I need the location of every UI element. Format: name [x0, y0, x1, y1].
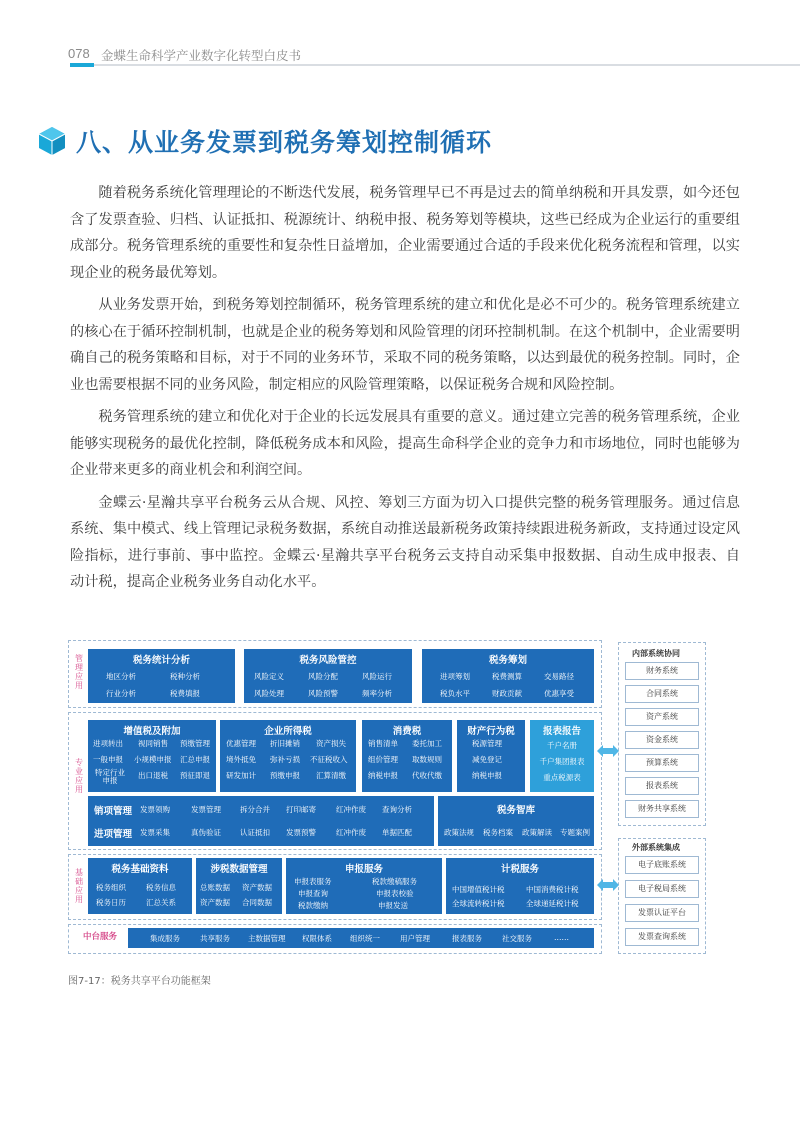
- block-item: 千户名册: [547, 741, 577, 750]
- block-item: 中国增值税计税: [452, 885, 505, 894]
- block-item: 真伪验证: [191, 828, 221, 837]
- block-item: 税种分析: [170, 672, 200, 681]
- block-item: 代收代缴: [412, 771, 442, 780]
- block-title: 计税服务: [500, 864, 539, 875]
- block-title: 消费税: [392, 726, 422, 737]
- block-item: 视同销售: [138, 739, 168, 748]
- block-item: 拆分合并: [240, 805, 270, 814]
- paragraph: 税务管理系统的建立和优化对于企业的长远发展具有重要的意义。通过建立完善的税务管理系统，企业能够实现税务的最优化控制，降低税务成本和风险，提高生命科学企业的竞争力和市场地位，同时也能够为企业带来更多的商业机会和利润空间。: [70, 409, 740, 478]
- block-item: 进项筹划: [440, 672, 470, 681]
- block-item: 出口退税: [138, 771, 168, 780]
- block-item: 红冲作废: [336, 828, 366, 837]
- block-item: 社交服务: [502, 934, 532, 943]
- block-item: 税费填报: [170, 689, 200, 698]
- pro-block-reports: [530, 720, 594, 792]
- block-item: 预缴管理: [180, 739, 210, 748]
- pro-block-cit: [220, 720, 356, 792]
- block-item: ……: [554, 933, 569, 942]
- header-rule: [70, 64, 800, 66]
- block-item: 组价管理: [368, 755, 398, 764]
- block-item: 一般申报: [93, 755, 123, 764]
- section-heading: [38, 124, 492, 158]
- block-title: 税务风险管控: [299, 655, 357, 666]
- mgmt-block-risk: [244, 649, 412, 703]
- side-label-pro: 专业应用: [75, 758, 83, 794]
- side-label-mgmt: 管理应用: [75, 654, 83, 690]
- block-item: 弥补亏损: [270, 755, 300, 764]
- block-item: 研发加计: [226, 771, 256, 780]
- internal-system: 资产系统: [625, 708, 699, 726]
- block-item: 全球递延税计税: [526, 899, 579, 908]
- body-text: [70, 180, 740, 602]
- block-item: 申报查询: [298, 889, 328, 898]
- paragraph: 金蝶云·星瀚共享平台税务云从合规、风控、筹划三方面为切入口提供完整的税务管理服务。通过信息系统、集中模式、线上管理记录税务数据，系统自动推送最新税务政策持续跟进税务新政，支持通过设定风险指标，进行事前、事中监控。金蝶云·星瀚共享平台税务云支持自动采集申报数据、自动生成申报表、自动计税，提高企业税务业务自动化水平。: [70, 494, 740, 590]
- block-item: 申报发送: [378, 901, 408, 910]
- block-item: 千户集团报表: [539, 757, 585, 766]
- block-item: 发票采集: [140, 828, 170, 837]
- block-title: 税务智库: [496, 805, 535, 816]
- pro-block-consumption: [362, 720, 452, 792]
- figure-caption: 图7-17：税务共享平台功能框架: [68, 976, 211, 987]
- internal-title: 内部系统协同: [632, 649, 680, 658]
- external-system: 电子税局系统: [625, 880, 699, 898]
- block-item: 财政贡献: [492, 689, 522, 698]
- block-item: 合同数据: [242, 898, 272, 907]
- paragraph: 随着税务系统化管理理论的不断迭代发展，税务管理早已不再是过去的简单纳税和开具发票，如今还包含了发票查验、归档、认证抵扣、税源统计、纳税申报、税务筹划等模块，这些已经成为企业运行的重要组成部分。税务管理系统的重要性和复杂性日益增加，企业需要通过合适的手段来优化税务流程和管理，以实现企业的税务最优筹划。: [70, 185, 740, 281]
- block-item: 专题案例: [560, 828, 590, 837]
- block-item: 汇总申报: [180, 755, 210, 764]
- block-item: 主数据管理: [248, 934, 286, 943]
- block-item: 共享服务: [200, 934, 230, 943]
- hexagon-cube-icon: [38, 126, 66, 156]
- base-block-taxdata: [196, 858, 282, 914]
- block-item: 红冲作废: [336, 805, 366, 814]
- block-title: 增值税及附加: [123, 726, 181, 737]
- tax-library-block: [438, 796, 594, 846]
- block-item: 风险定义: [254, 672, 284, 681]
- block-item: 优惠享受: [544, 689, 574, 698]
- block-item: 优惠管理: [226, 739, 256, 748]
- block-item: 组织统一: [350, 934, 380, 943]
- page-number: 078: [68, 46, 90, 61]
- block-item: 申报表校验: [376, 889, 414, 898]
- internal-system: 报表系统: [625, 777, 699, 795]
- block-item: 风险预警: [308, 689, 338, 698]
- block-title: 申报服务: [344, 864, 383, 875]
- block-item: 不征税收入: [310, 755, 348, 764]
- tax-platform-diagram: [68, 640, 710, 958]
- block-item: 单据匹配: [382, 828, 412, 837]
- invoice-mgmt-block: [88, 796, 434, 846]
- pro-block-vat: [88, 720, 216, 792]
- block-item: 税务档案: [483, 828, 513, 837]
- block-item: 查询分析: [382, 805, 412, 814]
- external-system: 发票认证平台: [625, 904, 699, 922]
- block-item: 认证抵扣: [240, 828, 270, 837]
- paragraph: 从业务发票开始，到税务筹划控制循环，税务管理系统的建立和优化是必不可少的。税务管理系统建立的核心在于循环控制机制，也就是企业的税务筹划和风险管理的闭环控制机制。在这个机制中，企业需要明确自己的税务策略和目标，对于不同的业务环节，采取不同的税务策略，以达到最优的税务控制。同时，企业也需要根据不同的业务风险，制定相应的风险管理策略，以保证税务合规和风险控制。: [70, 297, 740, 393]
- block-item: 进项转出: [93, 739, 123, 748]
- block-item: 预征即退: [180, 771, 210, 780]
- book-title: 金蝶生命科学产业数字化转型白皮书: [101, 48, 302, 63]
- external-system: 电子底账系统: [625, 856, 699, 874]
- external-title: 外部系统集成: [632, 843, 680, 852]
- block-item: 纳税申报: [472, 771, 502, 780]
- side-label-base: 基础应用: [75, 868, 83, 904]
- middle-label: 中台服务: [82, 932, 117, 942]
- block-item: 税负水平: [440, 689, 470, 698]
- block-item: 交易路径: [544, 672, 574, 681]
- block-item: 地区分析: [106, 672, 136, 681]
- block-item: 重点税源表: [543, 773, 581, 782]
- block-item: 取数规则: [412, 755, 442, 764]
- double-arrow-icon: [597, 878, 619, 892]
- external-system: 发票查询系统: [625, 928, 699, 946]
- base-block-calc: [446, 858, 594, 914]
- block-item: 政策解读: [522, 828, 552, 837]
- block-item: 减免登记: [472, 755, 502, 764]
- block-item: 税款缴稿服务: [372, 877, 417, 886]
- block-item: 用户管理: [400, 934, 430, 943]
- base-block-master: [88, 858, 192, 914]
- block-item: 频率分析: [362, 689, 392, 698]
- block-item: 汇总关系: [146, 898, 176, 907]
- block-item: 特定行业申报: [95, 768, 125, 785]
- block-item: 税款缴纳: [298, 901, 328, 910]
- internal-system: 资金系统: [625, 731, 699, 749]
- section-title: 八、从业务发票到税务筹划控制循环: [76, 128, 493, 157]
- middle-services-bar: [128, 928, 594, 948]
- page-header: [0, 0, 800, 70]
- block-item: 税费测算: [492, 672, 522, 681]
- block-item: 税源管理: [472, 739, 502, 748]
- block-item: 汇算清缴: [316, 771, 346, 780]
- block-item: 中国消费税计税: [526, 885, 579, 894]
- block-item: 风险运行: [362, 672, 392, 681]
- block-item: 全球流转税计税: [452, 899, 505, 908]
- internal-system: 预算系统: [625, 754, 699, 772]
- block-title: 财产行为税: [467, 726, 515, 737]
- block-item: 纳税申报: [368, 771, 398, 780]
- block-item: 发票预警: [286, 828, 316, 837]
- internal-system: 合同系统: [625, 685, 699, 703]
- header-accent: [70, 63, 94, 67]
- block-item: 打印邮寄: [286, 805, 316, 814]
- block-item: 税务组织: [96, 883, 126, 892]
- block-item: 发票管理: [191, 805, 221, 814]
- block-item: 风险分配: [308, 672, 338, 681]
- double-arrow-icon: [597, 744, 619, 758]
- pro-block-property: [457, 720, 525, 792]
- internal-system: 财务共享系统: [625, 800, 699, 818]
- block-item: 小规模申报: [134, 755, 172, 764]
- mgmt-block-stats: [88, 649, 235, 703]
- block-item: 权限体系: [302, 934, 332, 943]
- block-item: 委托加工: [412, 739, 442, 748]
- block-item: 行业分析: [106, 689, 136, 698]
- block-item: 境外抵免: [226, 755, 256, 764]
- block-item: 资产损失: [316, 739, 346, 748]
- block-title: 进项管理: [94, 829, 133, 840]
- block-title: 销项管理: [94, 806, 133, 817]
- block-item: 报表服务: [452, 934, 482, 943]
- block-item: 政策法规: [444, 828, 474, 837]
- block-item: 税务信息: [146, 883, 176, 892]
- block-title: 税务筹划: [488, 655, 527, 666]
- block-title: 企业所得税: [264, 726, 312, 737]
- block-item: 资产数据: [200, 898, 230, 907]
- block-item: 发票领购: [140, 805, 170, 814]
- block-item: 税务日历: [96, 898, 126, 907]
- block-item: 风险处理: [254, 689, 284, 698]
- base-block-filing: [286, 858, 442, 914]
- block-item: 销售清单: [368, 739, 398, 748]
- internal-system: 财务系统: [625, 662, 699, 680]
- block-item: 申报表服务: [294, 877, 332, 886]
- block-title: 报表报告: [542, 726, 581, 737]
- block-title: 涉税数据管理: [210, 864, 268, 875]
- block-item: 总账数据: [200, 883, 230, 892]
- block-title: 税务统计分析: [132, 655, 190, 666]
- block-item: 预缴申报: [270, 771, 300, 780]
- block-item: 折旧摊销: [270, 739, 300, 748]
- block-title: 税务基础资料: [111, 864, 169, 875]
- block-item: 资产数据: [242, 883, 272, 892]
- block-item: 集成服务: [150, 934, 180, 943]
- mgmt-block-planning: [422, 649, 594, 703]
